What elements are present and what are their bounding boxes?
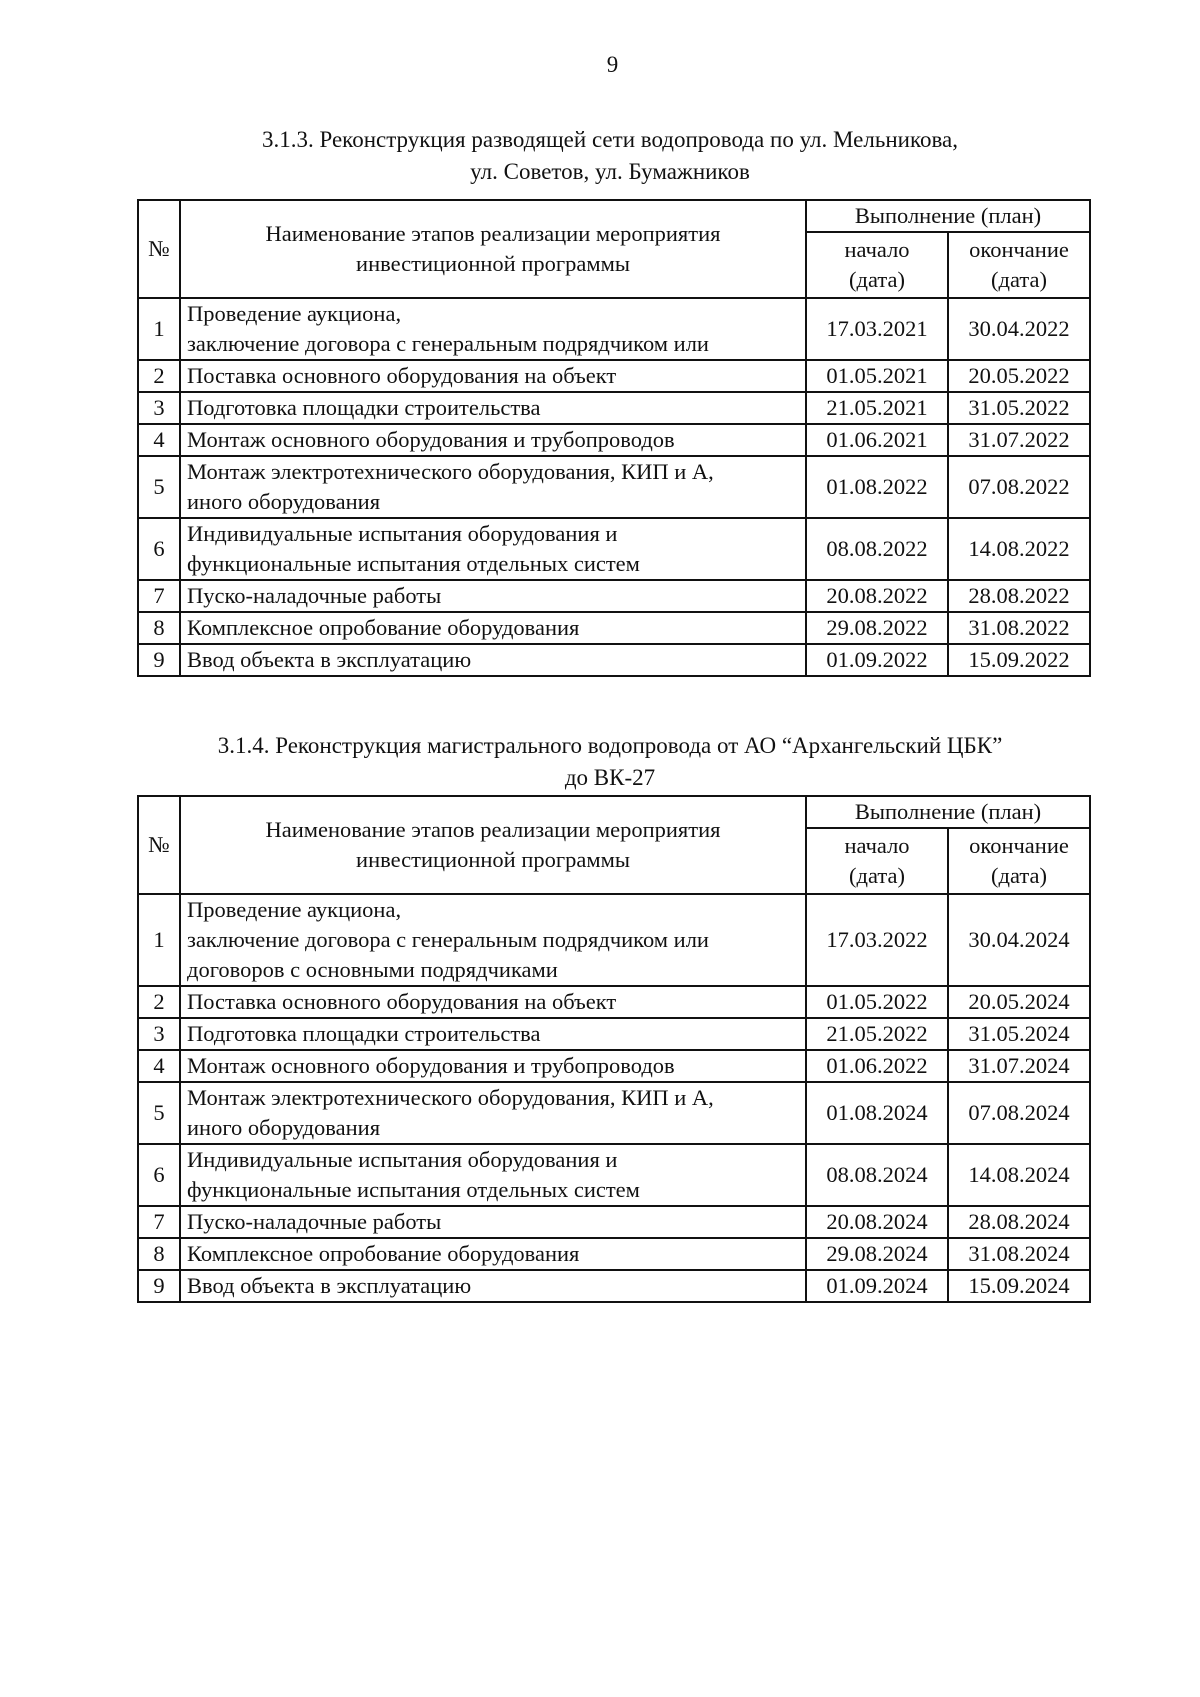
table-row xyxy=(138,360,1090,392)
start-date: 29.08.2022 xyxy=(806,612,948,644)
start-date: 29.08.2024 xyxy=(806,1238,948,1270)
table-body xyxy=(138,894,1090,1302)
start-date: 20.08.2024 xyxy=(806,1206,948,1238)
row-number: 1 xyxy=(138,298,180,360)
stage-name-line: Индивидуальные испытания оборудования и xyxy=(187,521,618,546)
end-date: 31.07.2024 xyxy=(948,1050,1090,1082)
start-date: 01.06.2022 xyxy=(806,1050,948,1082)
end-date: 14.08.2022 xyxy=(948,518,1090,580)
row-number: 3 xyxy=(138,1018,180,1050)
stage-name xyxy=(180,1018,806,1050)
stage-name xyxy=(180,580,806,612)
end-date: 15.09.2022 xyxy=(948,644,1090,676)
table-row xyxy=(138,392,1090,424)
stage-name-line: функциональные испытания отдельных систем xyxy=(187,1177,640,1202)
schedule-table-3-1-4 xyxy=(137,795,1091,1303)
table-row xyxy=(138,1238,1090,1270)
end-date: 14.08.2024 xyxy=(948,1144,1090,1206)
end-date: 20.05.2024 xyxy=(948,986,1090,1018)
stage-name-line: Комплексное опробование оборудования xyxy=(187,1241,580,1266)
stage-name xyxy=(180,456,806,518)
row-number: 8 xyxy=(138,1238,180,1270)
table-row xyxy=(138,456,1090,518)
stage-name-line: Поставка основного оборудования на объект xyxy=(187,363,617,388)
section-title-3-1-4 xyxy=(120,730,1100,794)
end-date: 31.07.2022 xyxy=(948,424,1090,456)
row-number: 3 xyxy=(138,392,180,424)
stage-name-line: заключение договора с генеральным подрядчиком или xyxy=(187,331,709,356)
stage-name-line: Монтаж электротехнического оборудования, КИП и А, xyxy=(187,1085,714,1110)
stage-name-line: Монтаж электротехнического оборудования, КИП и А, xyxy=(187,459,714,484)
end-date: 31.08.2022 xyxy=(948,612,1090,644)
end-date: 07.08.2024 xyxy=(948,1082,1090,1144)
stage-name-line: Монтаж основного оборудования и трубопроводов xyxy=(187,1053,675,1078)
row-number: 2 xyxy=(138,360,180,392)
stage-name-line: Ввод объекта в эксплуатацию xyxy=(187,1273,472,1298)
table-row xyxy=(138,1270,1090,1302)
header-start: начало (дата) xyxy=(806,232,948,298)
start-date: 01.06.2021 xyxy=(806,424,948,456)
stage-name xyxy=(180,392,806,424)
stage-name-line: Пуско-наладочные работы xyxy=(187,1209,442,1234)
row-number: 8 xyxy=(138,612,180,644)
start-date: 01.08.2024 xyxy=(806,1082,948,1144)
stage-name xyxy=(180,1144,806,1206)
stage-name-line: Проведение аукциона, xyxy=(187,301,402,326)
header-start: начало (дата) xyxy=(806,828,948,894)
table-row xyxy=(138,894,1090,986)
table-row xyxy=(138,424,1090,456)
end-date: 07.08.2022 xyxy=(948,456,1090,518)
stage-name xyxy=(180,986,806,1018)
row-number: 5 xyxy=(138,1082,180,1144)
end-date: 31.05.2024 xyxy=(948,1018,1090,1050)
stage-name-line: Пуско-наладочные работы xyxy=(187,583,442,608)
row-number: 2 xyxy=(138,986,180,1018)
start-date: 21.05.2021 xyxy=(806,392,948,424)
section-title-3-1-3 xyxy=(120,124,1100,188)
stage-name xyxy=(180,894,806,986)
row-number: 7 xyxy=(138,1206,180,1238)
table-row xyxy=(138,1206,1090,1238)
start-date: 08.08.2024 xyxy=(806,1144,948,1206)
header-execution: Выполнение (план) xyxy=(806,796,1090,828)
start-date: 01.05.2021 xyxy=(806,360,948,392)
header-end: окончание (дата) xyxy=(948,232,1090,298)
stage-name xyxy=(180,1050,806,1082)
stage-name xyxy=(180,298,806,360)
end-date: 20.05.2022 xyxy=(948,360,1090,392)
start-date: 01.09.2022 xyxy=(806,644,948,676)
start-date: 08.08.2022 xyxy=(806,518,948,580)
start-date: 01.05.2022 xyxy=(806,986,948,1018)
stage-name-line: иного оборудования xyxy=(187,489,381,514)
start-date: 01.08.2022 xyxy=(806,456,948,518)
stage-name-line: функциональные испытания отдельных систем xyxy=(187,551,640,576)
row-number: 1 xyxy=(138,894,180,986)
stage-name xyxy=(180,360,806,392)
page-number: 9 xyxy=(606,52,619,77)
end-date: 30.04.2022 xyxy=(948,298,1090,360)
table-row xyxy=(138,986,1090,1018)
stage-name xyxy=(180,424,806,456)
stage-name xyxy=(180,518,806,580)
start-date: 01.09.2024 xyxy=(806,1270,948,1302)
start-date: 20.08.2022 xyxy=(806,580,948,612)
row-number: 4 xyxy=(138,1050,180,1082)
row-number: 5 xyxy=(138,456,180,518)
start-date: 17.03.2022 xyxy=(806,894,948,986)
row-number: 9 xyxy=(138,644,180,676)
stage-name-line: Поставка основного оборудования на объект xyxy=(187,989,617,1014)
stage-name xyxy=(180,1206,806,1238)
stage-name xyxy=(180,612,806,644)
table-row xyxy=(138,1050,1090,1082)
table-body xyxy=(138,298,1090,676)
schedule-table-3-1-3 xyxy=(137,199,1091,677)
stage-name-line: заключение договора с генеральным подрядчиком или xyxy=(187,927,709,952)
table-row xyxy=(138,1082,1090,1144)
table-row xyxy=(138,580,1090,612)
section-title-line: до ВК-27 xyxy=(564,765,656,790)
table-row xyxy=(138,612,1090,644)
stage-name-line: Подготовка площадки строительства xyxy=(187,395,541,420)
stage-name-line: Проведение аукциона, xyxy=(187,897,402,922)
stage-name-line: Индивидуальные испытания оборудования и xyxy=(187,1147,618,1172)
stage-name-line: Комплексное опробование оборудования xyxy=(187,615,580,640)
end-date: 28.08.2024 xyxy=(948,1206,1090,1238)
stage-name-line: Подготовка площадки строительства xyxy=(187,1021,541,1046)
header-stage: Наименование этапов реализации мероприятия инвестиционной программы xyxy=(180,200,806,298)
end-date: 15.09.2024 xyxy=(948,1270,1090,1302)
stage-name-line: Ввод объекта в эксплуатацию xyxy=(187,647,472,672)
table-row xyxy=(138,1144,1090,1206)
table-row xyxy=(138,518,1090,580)
header-num: № xyxy=(138,796,180,894)
row-number: 7 xyxy=(138,580,180,612)
stage-name-line: Монтаж основного оборудования и трубопроводов xyxy=(187,427,675,452)
start-date: 21.05.2022 xyxy=(806,1018,948,1050)
header-execution: Выполнение (план) xyxy=(806,200,1090,232)
section-title-line: 3.1.3. Реконструкция разводящей сети водопровода по ул. Мельникова, xyxy=(261,127,958,152)
stage-name xyxy=(180,1082,806,1144)
header-end: окончание (дата) xyxy=(948,828,1090,894)
start-date: 17.03.2021 xyxy=(806,298,948,360)
header-stage: Наименование этапов реализации мероприятия инвестиционной программы xyxy=(180,796,806,894)
stage-name xyxy=(180,644,806,676)
row-number: 9 xyxy=(138,1270,180,1302)
row-number: 4 xyxy=(138,424,180,456)
table-row xyxy=(138,644,1090,676)
row-number: 6 xyxy=(138,1144,180,1206)
stage-name-line: договоров с основными подрядчиками xyxy=(187,957,558,982)
end-date: 31.05.2022 xyxy=(948,392,1090,424)
header-num: № xyxy=(138,200,180,298)
end-date: 31.08.2024 xyxy=(948,1238,1090,1270)
stage-name xyxy=(180,1270,806,1302)
section-title-line: ул. Советов, ул. Бумажников xyxy=(470,159,750,184)
stage-name xyxy=(180,1238,806,1270)
table-row xyxy=(138,298,1090,360)
end-date: 30.04.2024 xyxy=(948,894,1090,986)
row-number: 6 xyxy=(138,518,180,580)
end-date: 28.08.2022 xyxy=(948,580,1090,612)
stage-name-line: иного оборудования xyxy=(187,1115,381,1140)
section-title-line: 3.1.4. Реконструкция магистрального водопровода от АО “Архангельский ЦБК” xyxy=(217,733,1003,758)
table-row xyxy=(138,1018,1090,1050)
